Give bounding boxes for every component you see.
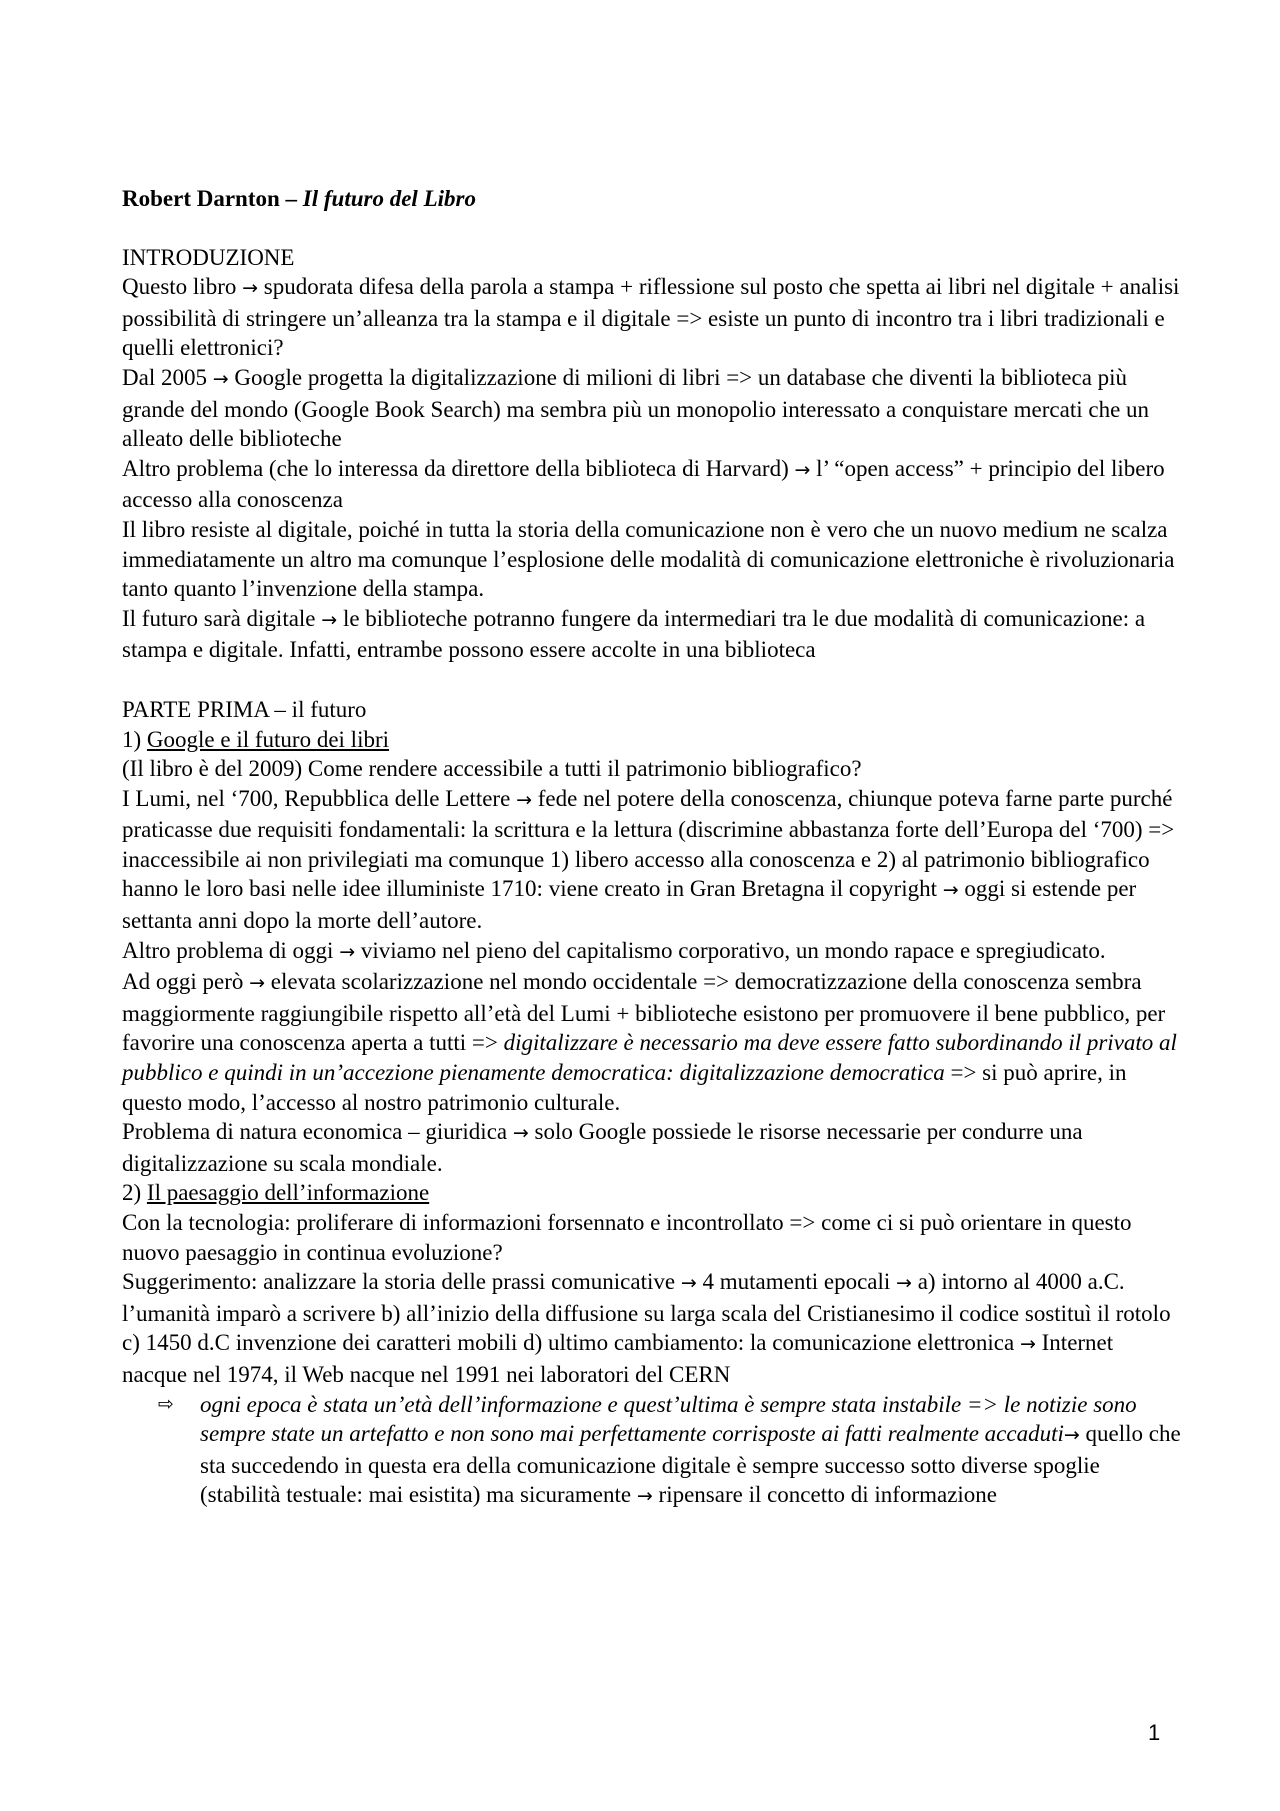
- section-1-paragraph-4: Ad oggi però → elevata scolarizzazione nel mondo occidentale => democratizzazione della conoscenza sembra maggiormente raggiungibile rispetto all’età del Lumi + biblioteche esistono per promuovere il bene pubblico, per favorire una conoscenza aperta a tutti => digitalizzare è necessario ma deve essere fatto subordinando il privato al pubblico e quindi in un’accezione pienamente democratica: digitalizzazione democratica => si può aprire, in questo modo, l’accesso al nostro patrimonio culturale.: [122, 969, 1177, 1115]
- intro-paragraph-4: Il libro resiste al digitale, poiché in tutta la storia della comunicazione non è vero che un nuovo medium ne scalza immediatamente un altro ma comunque l’esplosione delle modalità di comunicazione elettroniche è rivoluzionaria tanto quanto l’invenzione della stampa.: [122, 516, 1175, 602]
- intro-heading: INTRODUZIONE: [122, 244, 295, 270]
- arrow-icon: →: [249, 972, 266, 995]
- section-1-heading: 1) Google e il futuro dei libri: [122, 726, 390, 752]
- bullet-arrow-icon: ⇨: [158, 1392, 174, 1415]
- arrow-icon: →: [339, 940, 356, 963]
- document-title: [122, 184, 1182, 214]
- arrow-icon: →: [896, 1272, 912, 1295]
- title-book: Il futuro del Libro: [302, 186, 476, 211]
- section-2-title: Il paesaggio dell’informazione: [146, 1180, 430, 1206]
- section-1-title: Google e il futuro dei libri: [146, 726, 390, 752]
- arrow-icon: →: [680, 1272, 697, 1295]
- arrow-icon: →: [212, 367, 229, 390]
- intro-paragraph-5: Il futuro sarà digitale → le biblioteche potranno fungere da intermediari tra le due modalità di comunicazione: a stampa e digitale. Infatti, entrambe possono essere accolte in una biblioteca: [122, 605, 1146, 663]
- page-number: 1: [1148, 1720, 1161, 1745]
- intro-paragraph-1: Questo libro → spudorata difesa della parola a stampa + riflessione sul posto che spetta ai libri nel digitale + analisi possibilità di stringere un’alleanza tra la stampa e il digitale => esiste un punto di incontro tra i libri tradizionali e quelli elettronici?: [122, 274, 1180, 361]
- section-1-paragraph-1: (Il libro è del 2009) Come rendere accessibile a tutti il patrimonio bibliografico?: [122, 756, 862, 782]
- section-2-paragraph-2: Suggerimento: analizzare la storia delle prassi comunicative → 4 mutamenti epocali → a) intorno al 4000 a.C. l’umanità imparò a scrivere b) all’inizio della diffusione su larga scala del Cristianesimo il codice sostituì il rotolo c) 1450 d.C invenzione dei caratteri mobili d) ultimo cambiamento: la comunicazione elettronica → Internet nacque nel 1974, il Web nacque nel 1991 nei laboratori del CERN: [122, 1269, 1171, 1387]
- arrow-icon: →: [1063, 1424, 1080, 1447]
- arrow-icon: →: [242, 277, 259, 300]
- part1-heading: PARTE PRIMA – il futuro: [122, 696, 367, 722]
- section-1-paragraph-5: Problema di natura economica – giuridica → solo Google possiede le risorse necessarie per condurre una digitalizzazione su scala mondiale.: [122, 1119, 1083, 1176]
- arrow-icon: →: [512, 1122, 529, 1145]
- title-author: Robert Darnton –: [122, 186, 303, 211]
- intro-paragraph-2: Dal 2005 → Google progetta la digitalizzazione di milioni di libri => un database che diventi la biblioteca più grande del mondo (Google Book Search) ma sembra più un monopolio interessato a conquistare mercati che un alleato delle biblioteche: [122, 364, 1150, 452]
- arrow-icon: →: [942, 879, 959, 902]
- bullet-item: ⇨ ogni epoca è stata un’età dell’informazione e quest’ultima è sempre stata instabile => le notizie sono sempre state un artefatto e non sono mai perfettamente corrisposte ai fatti realmente accaduti→ quello che sta succedendo in questa era della comunicazione digitale è sempre successo sotto diverse spoglie (stabilità testuale: mai esistita) ma sicuramente → ripensare il concetto di informazione: [158, 1391, 1181, 1508]
- intro-paragraph-3: Altro problema (che lo interessa da direttore della biblioteca di Harvard) → l’ “open access” + principio del libero accesso alla conoscenza: [122, 455, 1165, 513]
- page-content: [122, 184, 1182, 1512]
- section-1-paragraph-2: I Lumi, nel ‘700, Repubblica delle Lettere → fede nel potere della conoscenza, chiunque poteva farne parte purché praticasse due requisiti fondamentali: la scrittura e la lettura (discrimine abbastanza forte dell’Europa del ‘700) => inaccessibile ai non privilegiati ma comunque 1) libero accesso alla conoscenza e 2) al patrimonio bibliografico hanno le loro basi nelle idee illuministe 1710: viene creato in Gran Bretagna il copyright → oggi si estende per settanta anni dopo la morte dell’autore.: [122, 785, 1175, 934]
- section-1-paragraph-3: Altro problema di oggi → viviamo nel pieno del capitalismo corporativo, un mondo rapace e spregiudicato.: [122, 937, 1106, 963]
- arrow-icon: →: [516, 788, 532, 811]
- arrow-icon: →: [1019, 1333, 1036, 1356]
- arrow-icon: →: [636, 1485, 653, 1508]
- section-2-heading: 2) Il paesaggio dell’informazione: [122, 1180, 430, 1206]
- arrow-icon: →: [321, 608, 338, 631]
- arrow-icon: →: [794, 458, 811, 481]
- section-2-paragraph-1: Con la tecnologia: proliferare di informazioni forsennato e incontrollato => come ci si può orientare in questo nuovo paesaggio in continua evoluzione?: [122, 1210, 1132, 1265]
